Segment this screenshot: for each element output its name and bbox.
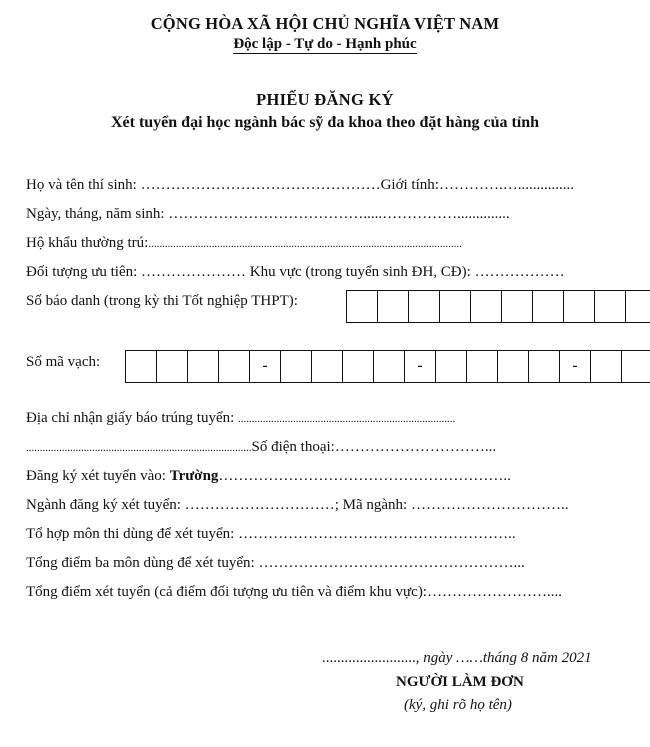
name-line: [26, 177, 574, 194]
region-field[interactable]: ………………: [474, 264, 565, 280]
barcode-digit-box[interactable]: [497, 350, 529, 383]
sbd-digit-box[interactable]: [532, 290, 564, 323]
barcode-digit-box[interactable]: [590, 350, 622, 383]
sbd-digit-box[interactable]: [501, 290, 533, 323]
phone-label: Số điện thoại:: [251, 439, 335, 455]
major-code-label: Mã ngành:: [338, 497, 411, 513]
sbd-digit-box[interactable]: [377, 290, 409, 323]
barcode-boxes: [125, 350, 650, 383]
barcode-digit-box[interactable]: [125, 350, 157, 383]
barcode-separator-box: -: [249, 350, 281, 383]
barcode-digit-box[interactable]: [187, 350, 219, 383]
signature-note: (ký, ghi rõ họ tên): [404, 697, 512, 713]
residence-line: [26, 235, 462, 252]
address-phone-line: [26, 439, 496, 456]
sbd-digit-box[interactable]: [439, 290, 471, 323]
barcode-digit-box[interactable]: [218, 350, 250, 383]
total-line: [26, 584, 562, 601]
priority-field[interactable]: …………………: [141, 264, 247, 280]
signer-title: NGƯỜI LÀM ĐƠN: [396, 674, 524, 690]
date-place-field[interactable]: .........................: [322, 650, 416, 666]
total-label: Tổng điểm xét tuyển (cả điểm đối tượng ưu tiên và điểm khu vực):: [26, 584, 427, 600]
date-line: [322, 650, 592, 667]
total-field[interactable]: ……………………....: [426, 584, 562, 600]
residence-field[interactable]: ..................................................................................................................: [148, 238, 462, 250]
address-field[interactable]: ...............................................................................: [238, 413, 456, 425]
address-line: [26, 410, 455, 427]
sbd-digit-box[interactable]: [346, 290, 378, 323]
barcode-digit-box[interactable]: [311, 350, 343, 383]
address-field-2[interactable]: ..................................................................................: [26, 442, 252, 454]
barcode-separator-box: -: [559, 350, 591, 383]
barcode-digit-box[interactable]: [528, 350, 560, 383]
sbd-label: Số báo danh (trong kỳ thi Tốt nghiệp THPT):: [26, 293, 298, 309]
dob-line: [26, 206, 510, 223]
three-label: Tổng điểm ba môn dùng để xét tuyển:: [26, 555, 259, 571]
three-field[interactable]: ……………………………………………...: [258, 555, 525, 571]
barcode-label: Số mã vạch:: [26, 354, 101, 370]
gender-field[interactable]: ………….…...............: [438, 177, 574, 193]
barcode-digit-box[interactable]: [373, 350, 405, 383]
barcode-digit-box[interactable]: [280, 350, 312, 383]
barcode-digit-box[interactable]: [156, 350, 188, 383]
barcode-digit-box[interactable]: [342, 350, 374, 383]
motto-header: [0, 36, 650, 53]
form-title: PHIẾU ĐĂNG KÝ: [256, 90, 394, 109]
three-line: [26, 555, 525, 572]
sbd-boxes: [346, 290, 650, 323]
sbd-digit-box[interactable]: [563, 290, 595, 323]
barcode-separator-box: -: [404, 350, 436, 383]
priority-line: [26, 264, 565, 281]
name-field[interactable]: …………………………………………: [140, 177, 381, 193]
major-label: Ngành đăng ký xét tuyển:: [26, 497, 185, 513]
combo-label: Tổ hợp môn thi dùng để xét tuyển:: [26, 526, 239, 542]
school-field[interactable]: …………………………………………………..: [218, 468, 511, 484]
sbd-digit-box[interactable]: [594, 290, 626, 323]
dob-field[interactable]: ………………………………….....……………..............: [168, 206, 510, 222]
nation-header: CỘNG HÒA XÃ HỘI CHỦ NGHĨA VIỆT NAM: [150, 14, 500, 33]
combo-line: [26, 526, 516, 543]
school-line: [26, 468, 511, 485]
major-code-field[interactable]: …………………………..: [410, 497, 569, 513]
combo-field[interactable]: ………………………………………………..: [238, 526, 516, 542]
school-label: Đăng ký xét tuyển vào:: [26, 468, 170, 484]
major-field[interactable]: …………………………;: [184, 497, 339, 513]
residence-label: Hộ khẩu thường trú:: [26, 235, 149, 251]
gender-label: Giới tính:: [380, 177, 439, 193]
motto-text: Độc lập - Tự do - Hạnh phúc: [233, 36, 417, 52]
phone-field[interactable]: …………………………...: [334, 439, 497, 455]
dob-label: Ngày, tháng, năm sinh:: [26, 206, 169, 222]
sbd-digit-box[interactable]: [625, 290, 650, 323]
priority-label: Đối tượng ưu tiên:: [26, 264, 142, 280]
sbd-digit-box[interactable]: [470, 290, 502, 323]
major-line: [26, 497, 568, 514]
school-bold-label: Trường: [169, 468, 219, 484]
date-text: , ngày ……tháng 8 năm 2021: [415, 650, 592, 666]
sbd-digit-box[interactable]: [408, 290, 440, 323]
form-subtitle: Xét tuyển đại học ngành bác sỹ đa khoa theo đặt hàng của tỉnh: [110, 114, 540, 131]
name-label: Họ và tên thí sinh:: [26, 177, 141, 193]
address-label: Địa chỉ nhận giấy báo trúng tuyển:: [26, 410, 239, 426]
barcode-digit-box[interactable]: [435, 350, 467, 383]
barcode-digit-box[interactable]: [466, 350, 498, 383]
region-label: Khu vực (trong tuyển sinh ĐH, CĐ):: [246, 264, 475, 280]
barcode-digit-box[interactable]: [621, 350, 650, 383]
